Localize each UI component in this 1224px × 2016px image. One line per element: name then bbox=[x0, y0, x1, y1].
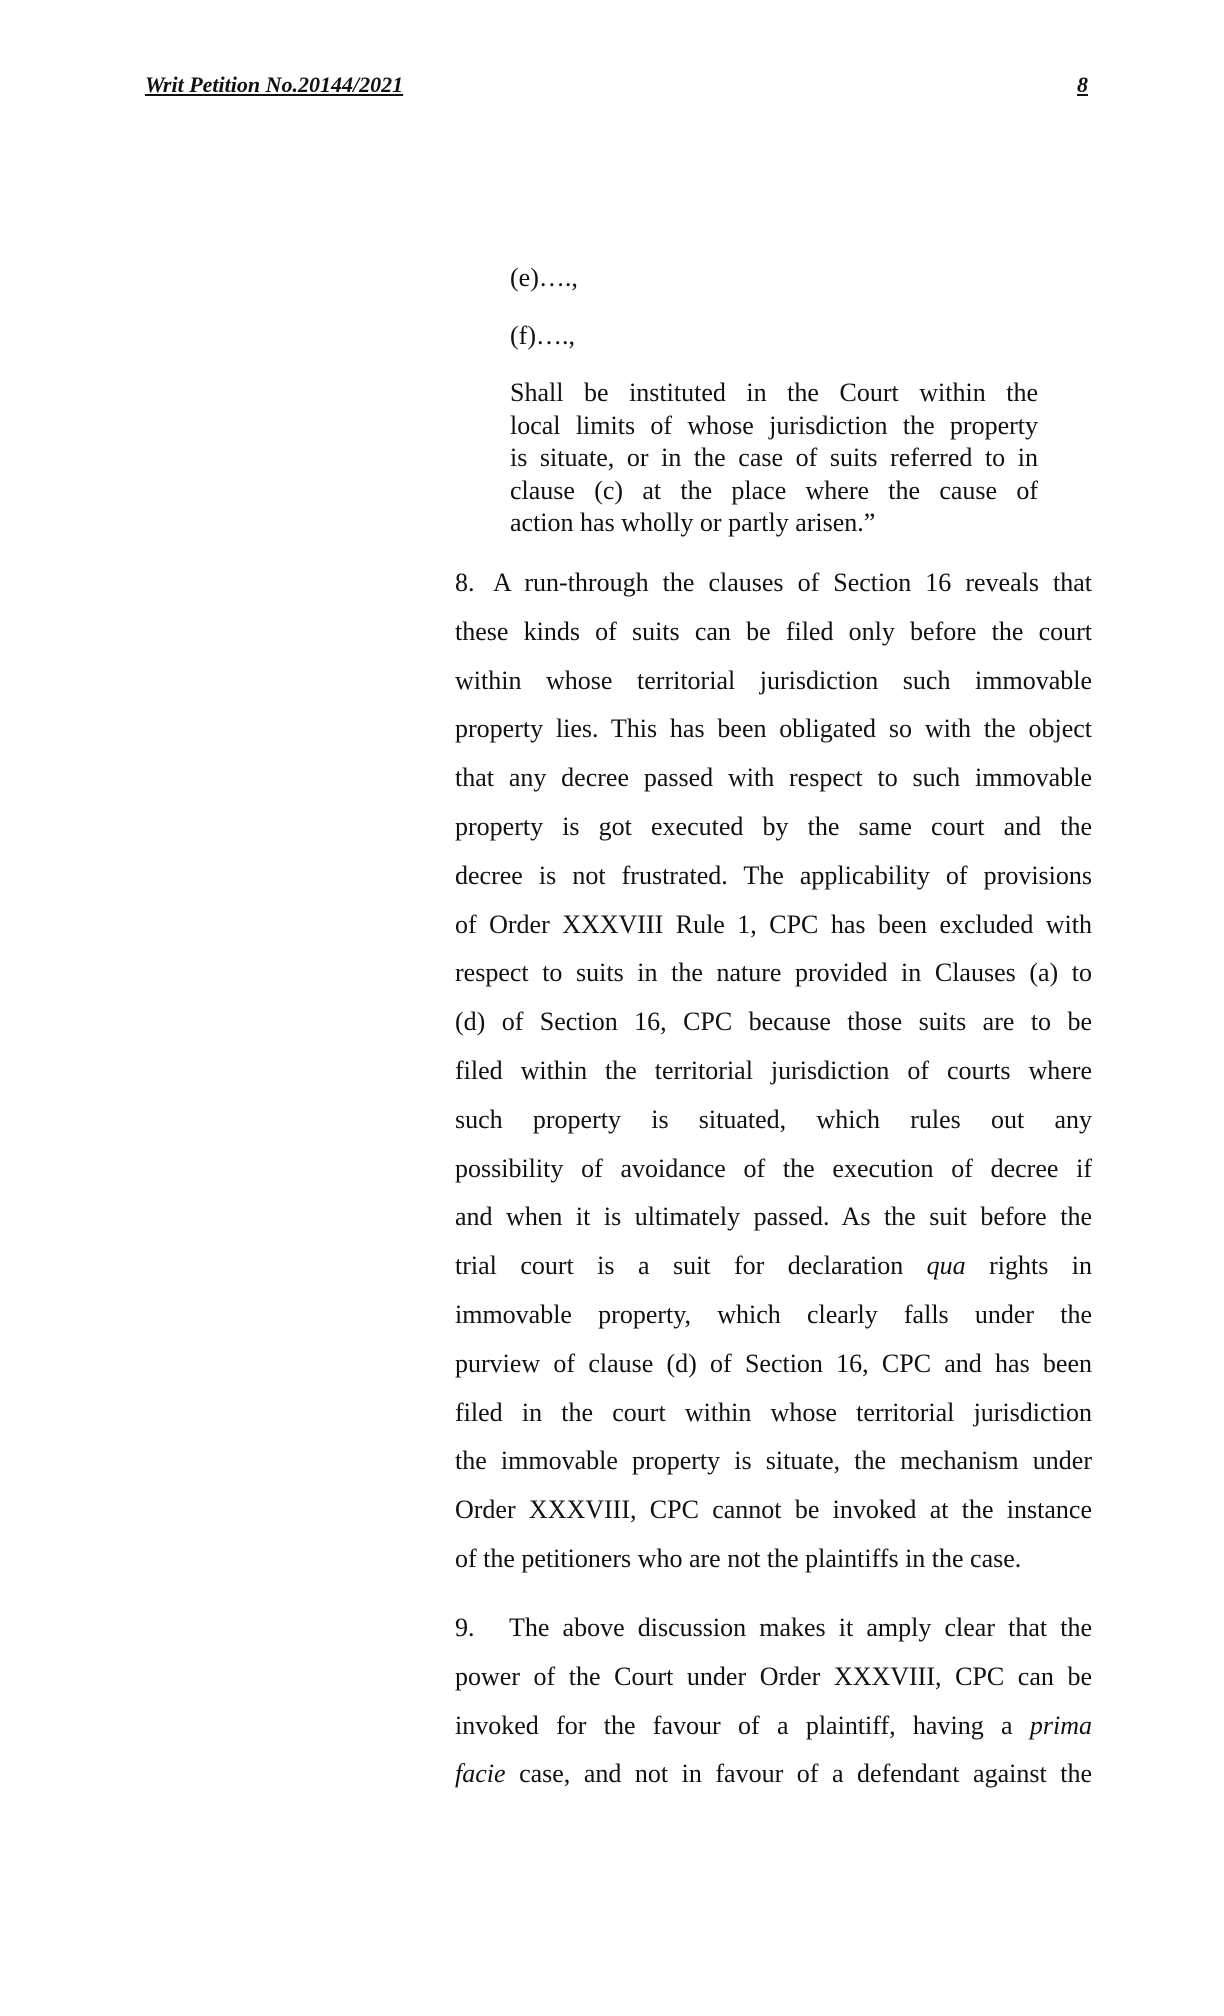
paragraph-line: and when it is ultimately passed. As the suit before the bbox=[455, 1202, 1092, 1232]
paragraph-line: power of the Court under Order XXXVIII, CPC can be bbox=[455, 1661, 1092, 1691]
page-number: 8 bbox=[1077, 72, 1088, 97]
paragraph-line: (d) of Section 16, CPC because those suits are to be bbox=[455, 1007, 1092, 1037]
paragraph-line: the immovable property is situate, the mechanism under bbox=[455, 1446, 1092, 1476]
paragraph-line: of Order XXXVIII Rule 1, CPC has been excluded with bbox=[455, 909, 1092, 939]
paragraph-line: immovable property, which clearly falls under the bbox=[455, 1299, 1092, 1329]
paragraph-line: Order XXXVIII, CPC cannot be invoked at the instance bbox=[455, 1495, 1092, 1525]
paragraph-text: invoked for the favour of a plaintiff, having a bbox=[455, 1710, 1013, 1740]
paragraph-line: these kinds of suits can be filed only before the court bbox=[455, 616, 1092, 646]
italic-term: prima bbox=[1029, 1710, 1093, 1740]
quote-item-f: (f)…., bbox=[510, 321, 575, 350]
paragraph-text: case, and not in favour of a defendant against the bbox=[519, 1759, 1092, 1789]
paragraph-text: A run-through the clauses of Section 16 reveals that bbox=[493, 568, 1092, 597]
paragraph-number: 8. bbox=[455, 568, 475, 597]
paragraph-9 bbox=[455, 1604, 1092, 1799]
paragraph-line bbox=[455, 1750, 1092, 1799]
italic-term: qua bbox=[926, 1251, 966, 1281]
paragraph-line: purview of clause (d) of Section 16, CPC and has been bbox=[455, 1348, 1092, 1378]
italic-term: facie bbox=[455, 1759, 506, 1789]
paragraph-line: decree is not frustrated. The applicability of provisions bbox=[455, 860, 1092, 890]
quote-line: is situate, or in the case of suits referred to in bbox=[510, 443, 1038, 473]
quote-line: local limits of whose jurisdiction the property bbox=[510, 410, 1038, 440]
paragraph-line bbox=[455, 1242, 1092, 1291]
paragraph-line: respect to suits in the nature provided in Clauses (a) to bbox=[455, 958, 1092, 988]
case-title: Writ Petition No.20144/2021 bbox=[145, 72, 404, 97]
paragraph-line bbox=[455, 1604, 1092, 1653]
paragraph-line: within whose territorial jurisdiction such immovable bbox=[455, 665, 1092, 695]
quoted-provision bbox=[510, 377, 1038, 540]
paragraph-line: possibility of avoidance of the execution of decree if bbox=[455, 1153, 1092, 1183]
quote-line: clause (c) at the place where the cause of bbox=[510, 475, 1038, 505]
paragraph-line: such property is situated, which rules out any bbox=[455, 1104, 1092, 1134]
quote-item-e: (e)…., bbox=[510, 263, 578, 292]
paragraph-line: property is got executed by the same court and the bbox=[455, 811, 1092, 841]
paragraph-text: The above discussion makes it amply clear that the bbox=[509, 1613, 1092, 1642]
quote-line: Shall be instituted in the Court within the bbox=[510, 378, 1038, 407]
paragraph-text: rights in bbox=[989, 1251, 1093, 1281]
paragraph-line: that any decree passed with respect to such immovable bbox=[455, 763, 1092, 793]
paragraph-text: trial court is a suit for declaration bbox=[455, 1251, 904, 1281]
quote-line: action has wholly or partly arisen.” bbox=[510, 508, 876, 538]
paragraph-line: of the petitioners who are not the plaintiffs in the case. bbox=[455, 1543, 1022, 1573]
paragraph-line: filed in the court within whose territorial jurisdiction bbox=[455, 1397, 1092, 1427]
paragraph-8 bbox=[455, 559, 1092, 1584]
paragraph-line bbox=[455, 559, 1092, 608]
paragraph-line bbox=[455, 1702, 1092, 1751]
paragraph-number: 9. bbox=[455, 1613, 475, 1642]
paragraph-line: property lies. This has been obligated so with the object bbox=[455, 714, 1092, 744]
paragraph-line: filed within the territorial jurisdiction of courts where bbox=[455, 1055, 1092, 1085]
